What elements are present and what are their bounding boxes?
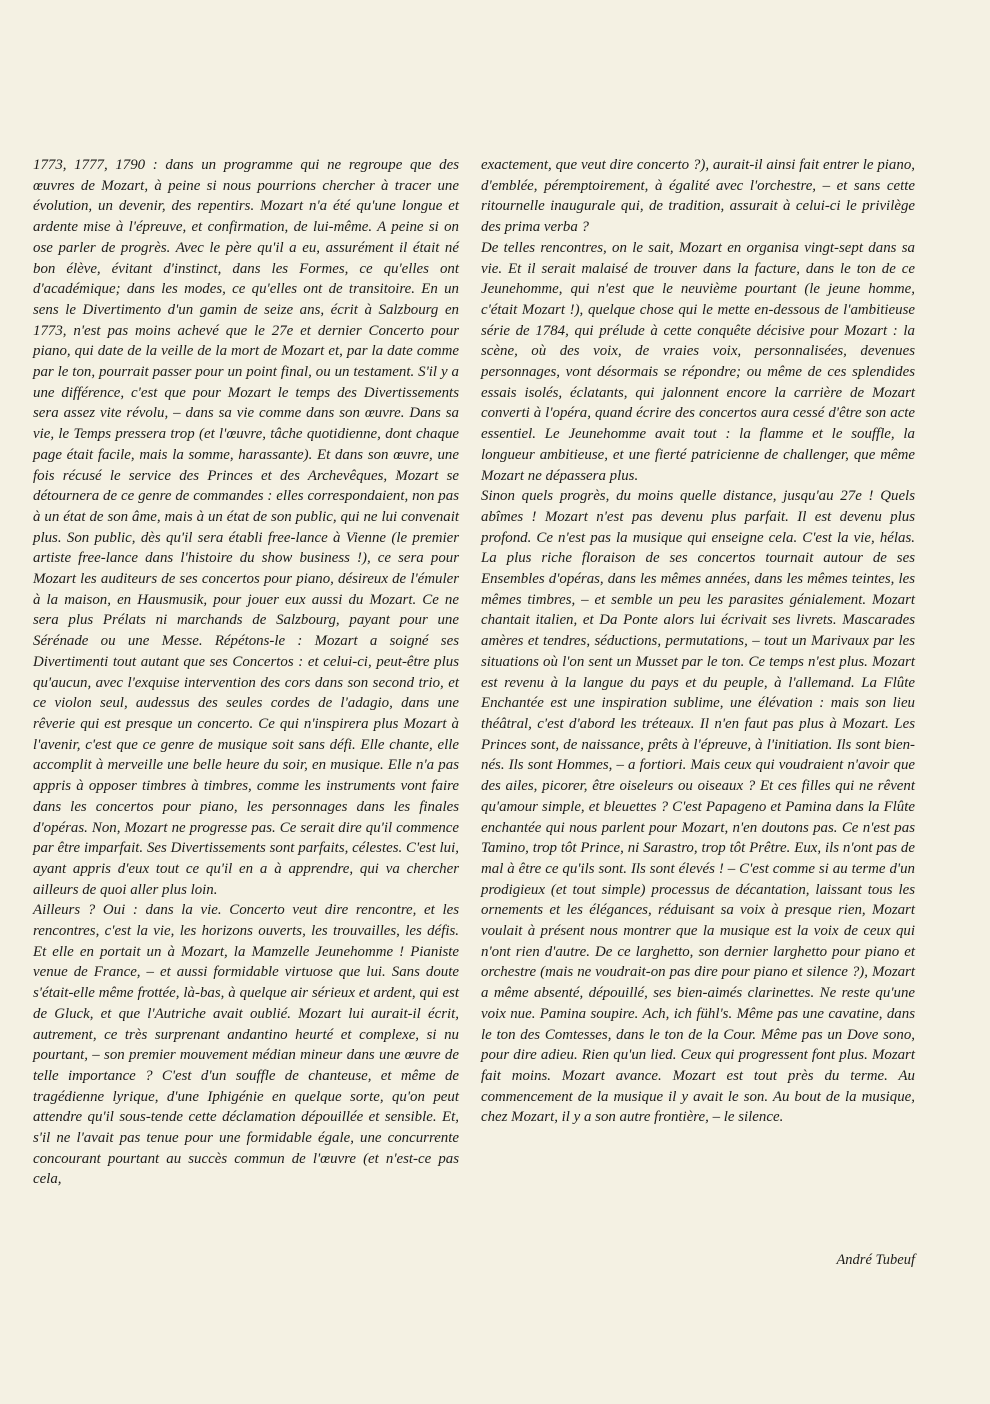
author-signature: André Tubeuf	[836, 1252, 915, 1268]
paragraph: exactement, que veut dire concerto ?), aurait-il ainsi fait entrer le piano, d'emblée, péremptoirement, à égalité avec l'orchestre, – et sans cette ritournelle inaugurale qui, de tradition, assurait à celui-ci le privilège des prima verba ?	[481, 157, 915, 236]
paragraph: 1773, 1777, 1790 : dans un programme qui ne regroupe que des œuvres de Mozart, à peine si nous pourrions chercher à tracer une évolution, un devenir, des repentirs. Mozart n'a été qu'une longue et ardente mise à l'épreuve, et confirmation, de lui-même. A peine si on ose parler de progrès. Avec le père qu'il a eu, assurément il était né bon élève, évitant d'instinct, dans les Formes, ce qu'elles ont d'académique; dans les modes, ce qu'elles ont de transitoire. En un sens le Divertimento d'un gamin de seize ans, écrit à Salzbourg en 1773, n'est pas moins achevé que le 27e et dernier Concerto pour piano, qui date de la veille de la mort de Mozart et, par la date comme par le ton, pourrait passer pour un point final, ou un testament. S'il y a une différence, c'est que pour Mozart le temps des Divertissements sera assez vite révolu, – dans sa vie comme dans son œuvre. Dans sa vie, le Temps pressera trop (et l'œuvre, tâche quotidienne, dont chaque page était facile, mais la somme, harassante). Et dans son œuvre, une fois récusé le service des Princes et des Archevêques, Mozart se détournera de ce genre de commandes : elles correspondaient, non pas à un état de son âme, mais à un état de son public, qui ne lui convenait plus. Son public, dès qu'il sera établi free-lance à Vienne (le premier artiste free-lance dans l'histoire du show business !), ce sera pour Mozart les auditeurs de ses concertos pour piano, désireux de l'émuler à la maison, en Hausmusik, pour jouer eux aussi du Mozart. Ce ne sera plus Prélats ni marchands de Salzbourg, payant pour une Sérénade ou une Messe. Répétons-le : Mozart a soigné ses Divertimenti tout autant que ses Concertos : et celui-ci, peut-être plus qu'aucun, avec l'exquise intervention des cors dans son second trio, et ce violon seul, audessus des seules cordes de l'adagio, dans une rêverie qui est presque un concerto. Ce qui n'inspirera plus Mozart à l'avenir, c'est que ce genre de musique soit sans défi. Elle chante, elle accomplit à merveille une belle heure du soir, en musique. Elle n'a pas appris à opposer timbres à timbres, comme les instruments vont faire dans les concertos pour piano, les personnages dans les finales d'opéras. Non, Mozart ne progresse pas. Ce serait dire qu'il commence par être imparfait. Ses Divertissements sont parfaits, célestes. C'est lui, ayant appris d'eux tout ce qu'il en a à apprendre, qui va chercher ailleurs de quoi aller plus loin.	[33, 157, 459, 898]
article-column-left	[33, 155, 459, 1190]
paragraph: Sinon quels progrès, du moins quelle distance, jusqu'au 27e ! Quels abîmes ! Mozart n'est pas devenu plus parfait. Il est devenu plus profond. Ce n'est pas la musique qui enseigne cela. C'est la vie, hélas. La plus riche floraison de ses concertos tournait autour de ses Ensembles d'opéras, dans les mêmes années, dans les mêmes teintes, les mêmes timbres, – et semble un peu les parasites génialement. Mozart chantait italien, et Da Ponte alors lui écrivait ses livrets. Mascarades amères et tendres, séductions, permutations, – tout un Marivaux par les situations où l'on sent un Musset par le ton. Ce temps n'est plus. Mozart est revenu à la langue du pays et du peuple, à l'allemand. La Flûte Enchantée est une inspiration sublime, une élévation : mais son lieu théâtral, c'est d'abord les tréteaux. Il n'en faut pas plus à Mozart. Les Princes sont, de naissance, prêts à l'épreuve, à l'initiation. Ils sont bien-nés. Ils sont Hommes, – a fortiori. Mais ceux qui voudraient n'avoir que des ailes, picorer, être oiseleurs ou oiseaux ? Et ces filles qui ne rêvent qu'amour simple, et bleuettes ? C'est Papageno et Pamina dans la Flûte enchantée qui nous parlent pour Mozart, n'en doutons pas. Ce n'est pas Tamino, trop tôt Prince, ni Sarastro, trop tôt Prêtre. Eux, ils n'ont pas de mal à être ce qu'ils sont. Ils sont élevés ! – C'est comme si au terme d'un prodigieux (et tout simple) processus de décantation, laissant tous les ornements et les élégances, réduisant sa voix à presque rien, Mozart voulait à présent nous montrer que la musique est la voix de ceux qui n'ont rien d'autre. De ce larghetto, son dernier larghetto pour piano et orchestre (mais ne voudrait-on pas dire pour piano et silence ?), Mozart a même absenté, dépouillé, ses bien-aimés clarinettes. Ne reste qu'une voix nue. Pamina soupire. Ach, ich fühl's. Même pas une cavatine, dans le ton des Comtesses, dans le ton de la Cour. Même pas un Dove sono, pour dire adieu. Rien qu'un lied. Ceux qui progressent font plus. Mozart fait moins. Mozart avance. Mozart est tout près du terme. Au commencement de la musique il y avait le son. Au bout de la musique, chez Mozart, il y a son autre frontière, – le silence.	[481, 488, 915, 1126]
article-column-right	[481, 155, 915, 1128]
paragraph: De telles rencontres, on le sait, Mozart en organisa vingt-sept dans sa vie. Et il serait malaisé de trouver dans la facture, dans le ton de ce Jeunehomme, qui n'est que le neuvième pourtant (le jeune homme, c'était Mozart !), quelque chose qui le mette en-dessous de l'ambitieuse série de 1784, qui prélude à cette conquête décisive pour Mozart : la scène, où des voix, de vraies voix, personnalisées, devenues personnages, vont désormais se répondre; ou même de ces splendides essais isolés, éclatants, qui jalonnent encore la carrière de Mozart converti à l'opéra, quand écrire des concertos aura cessé d'être son acte essentiel. Le Jeunehomme avait tout : la flamme et le souffle, la longueur ambitieuse, et une fierté patricienne de challenger, que même Mozart ne dépassera plus.	[481, 239, 915, 484]
paragraph: Ailleurs ? Oui : dans la vie. Concerto veut dire rencontre, et les rencontres, c'est la vie, les horizons ouverts, les trouvailles, les défis. Et elle en portait un à Mozart, la Mamzelle Jeunehomme ! Pianiste venue de France, – et aussi formidable virtuose que lui. Sans doute s'était-elle même frottée, là-bas, à quelque air sérieux et ardent, qui est de Gluck, et que l'Autriche avait oublié. Mozart lui aurait-il écrit, autrement, ce très surprenant andantino heurté et complexe, si nu pourtant, – son premier mouvement médian mineur dans une œuvre de telle importance ? C'est d'un souffle de chanteuse, et même de tragédienne lyrique, d'une Iphigénie en quelque sorte, qu'on peut attendre qu'il sous-tende cette déclamation dépouillée et sensible. Et, s'il ne l'avait pas tenue pour une formidable égale, une concurrente concourant pourtant au succès commun de l'œuvre (et n'est-ce pas cela,	[33, 902, 459, 1188]
